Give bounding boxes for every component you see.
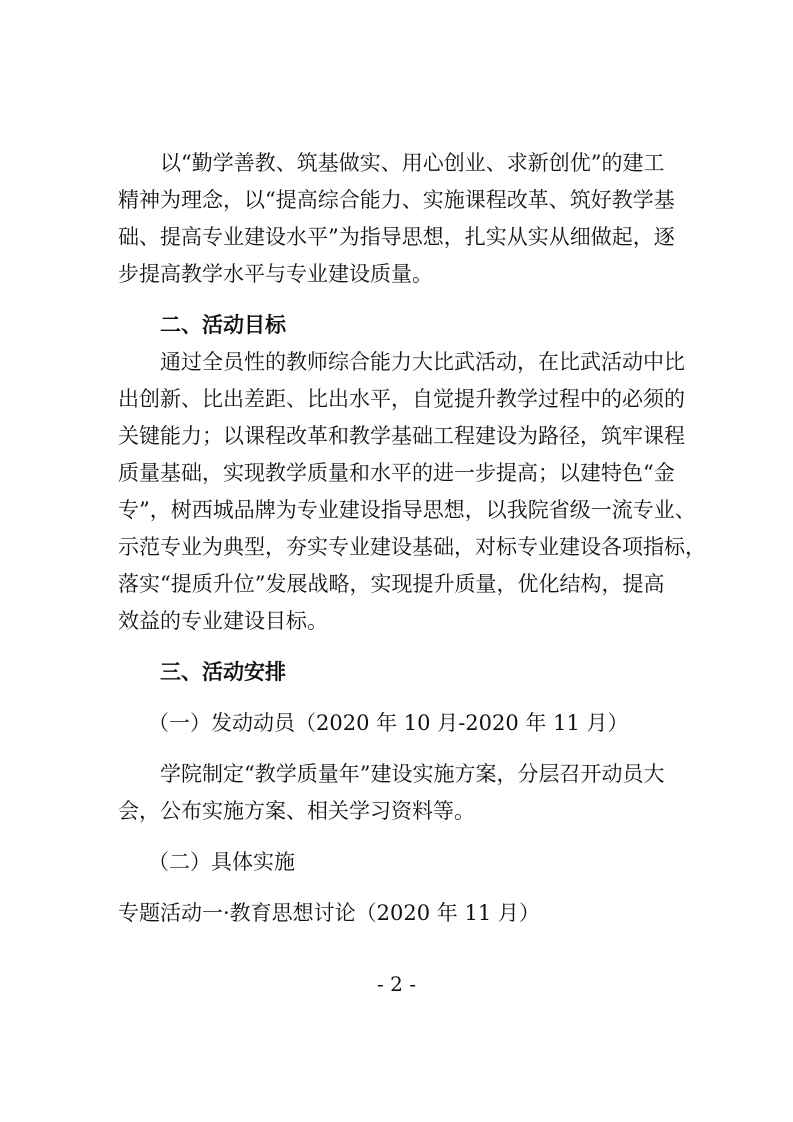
text-line: 专”，树西城品牌为专业建设指导思想，以我院省级一流专业、 <box>118 498 696 522</box>
text-line: 学院制定“教学质量年”建设实施方案，分层召开动员大 <box>160 762 665 786</box>
text-line: 以“勤学善教、筑基做实、用心创业、求新创优”的建工 <box>160 151 665 175</box>
topic-activity-title: 专题活动一·教育思想讨论（2020 年 11 月） <box>118 901 540 925</box>
subsection-title-mobilization: （一）发动动员（2020 年 10 月-2020 年 11 月） <box>148 711 629 735</box>
section-heading-arrangement: 三、活动安排 <box>160 660 286 684</box>
page-content <box>118 145 706 932</box>
page-number: - 2 - <box>377 972 416 996</box>
text-line: 精神为理念，以“提高综合能力、实施课程改革、筑好教学基 <box>118 188 675 212</box>
intro-paragraph <box>118 145 688 293</box>
text-line: 础、提高专业建设水平”为指导思想，扎实从实从细做起，逐 <box>118 225 675 249</box>
section-heading-goals: 二、活动目标 <box>160 313 286 337</box>
goals-paragraph <box>118 344 706 640</box>
text-line: 示范专业为典型，夯实专业建设基础，对标专业建设各项指标， <box>118 535 706 559</box>
text-line: 出创新、比出差距、比出水平，自觉提升教学过程中的必须的 <box>118 387 685 411</box>
text-line: 步提高教学水平与专业建设质量。 <box>118 262 433 286</box>
text-line: 会，公布实施方案、相关学习资料等。 <box>118 799 475 823</box>
text-line: 质量基础，实现教学质量和水平的进一步提高；以建特色“金 <box>118 461 675 485</box>
text-line: 通过全员性的教师综合能力大比武活动，在比武活动中比 <box>160 350 685 374</box>
text-line: 关键能力；以课程改革和教学基础工程建设为路径，筑牢课程 <box>118 424 685 448</box>
subsection-title-implementation: （二）具体实施 <box>148 850 295 874</box>
text-line: 落实“提质升位”发展战略，实现提升质量，优化结构，提高 <box>118 572 665 596</box>
mobilization-paragraph <box>118 756 688 830</box>
text-line: 效益的专业建设目标。 <box>118 609 328 633</box>
